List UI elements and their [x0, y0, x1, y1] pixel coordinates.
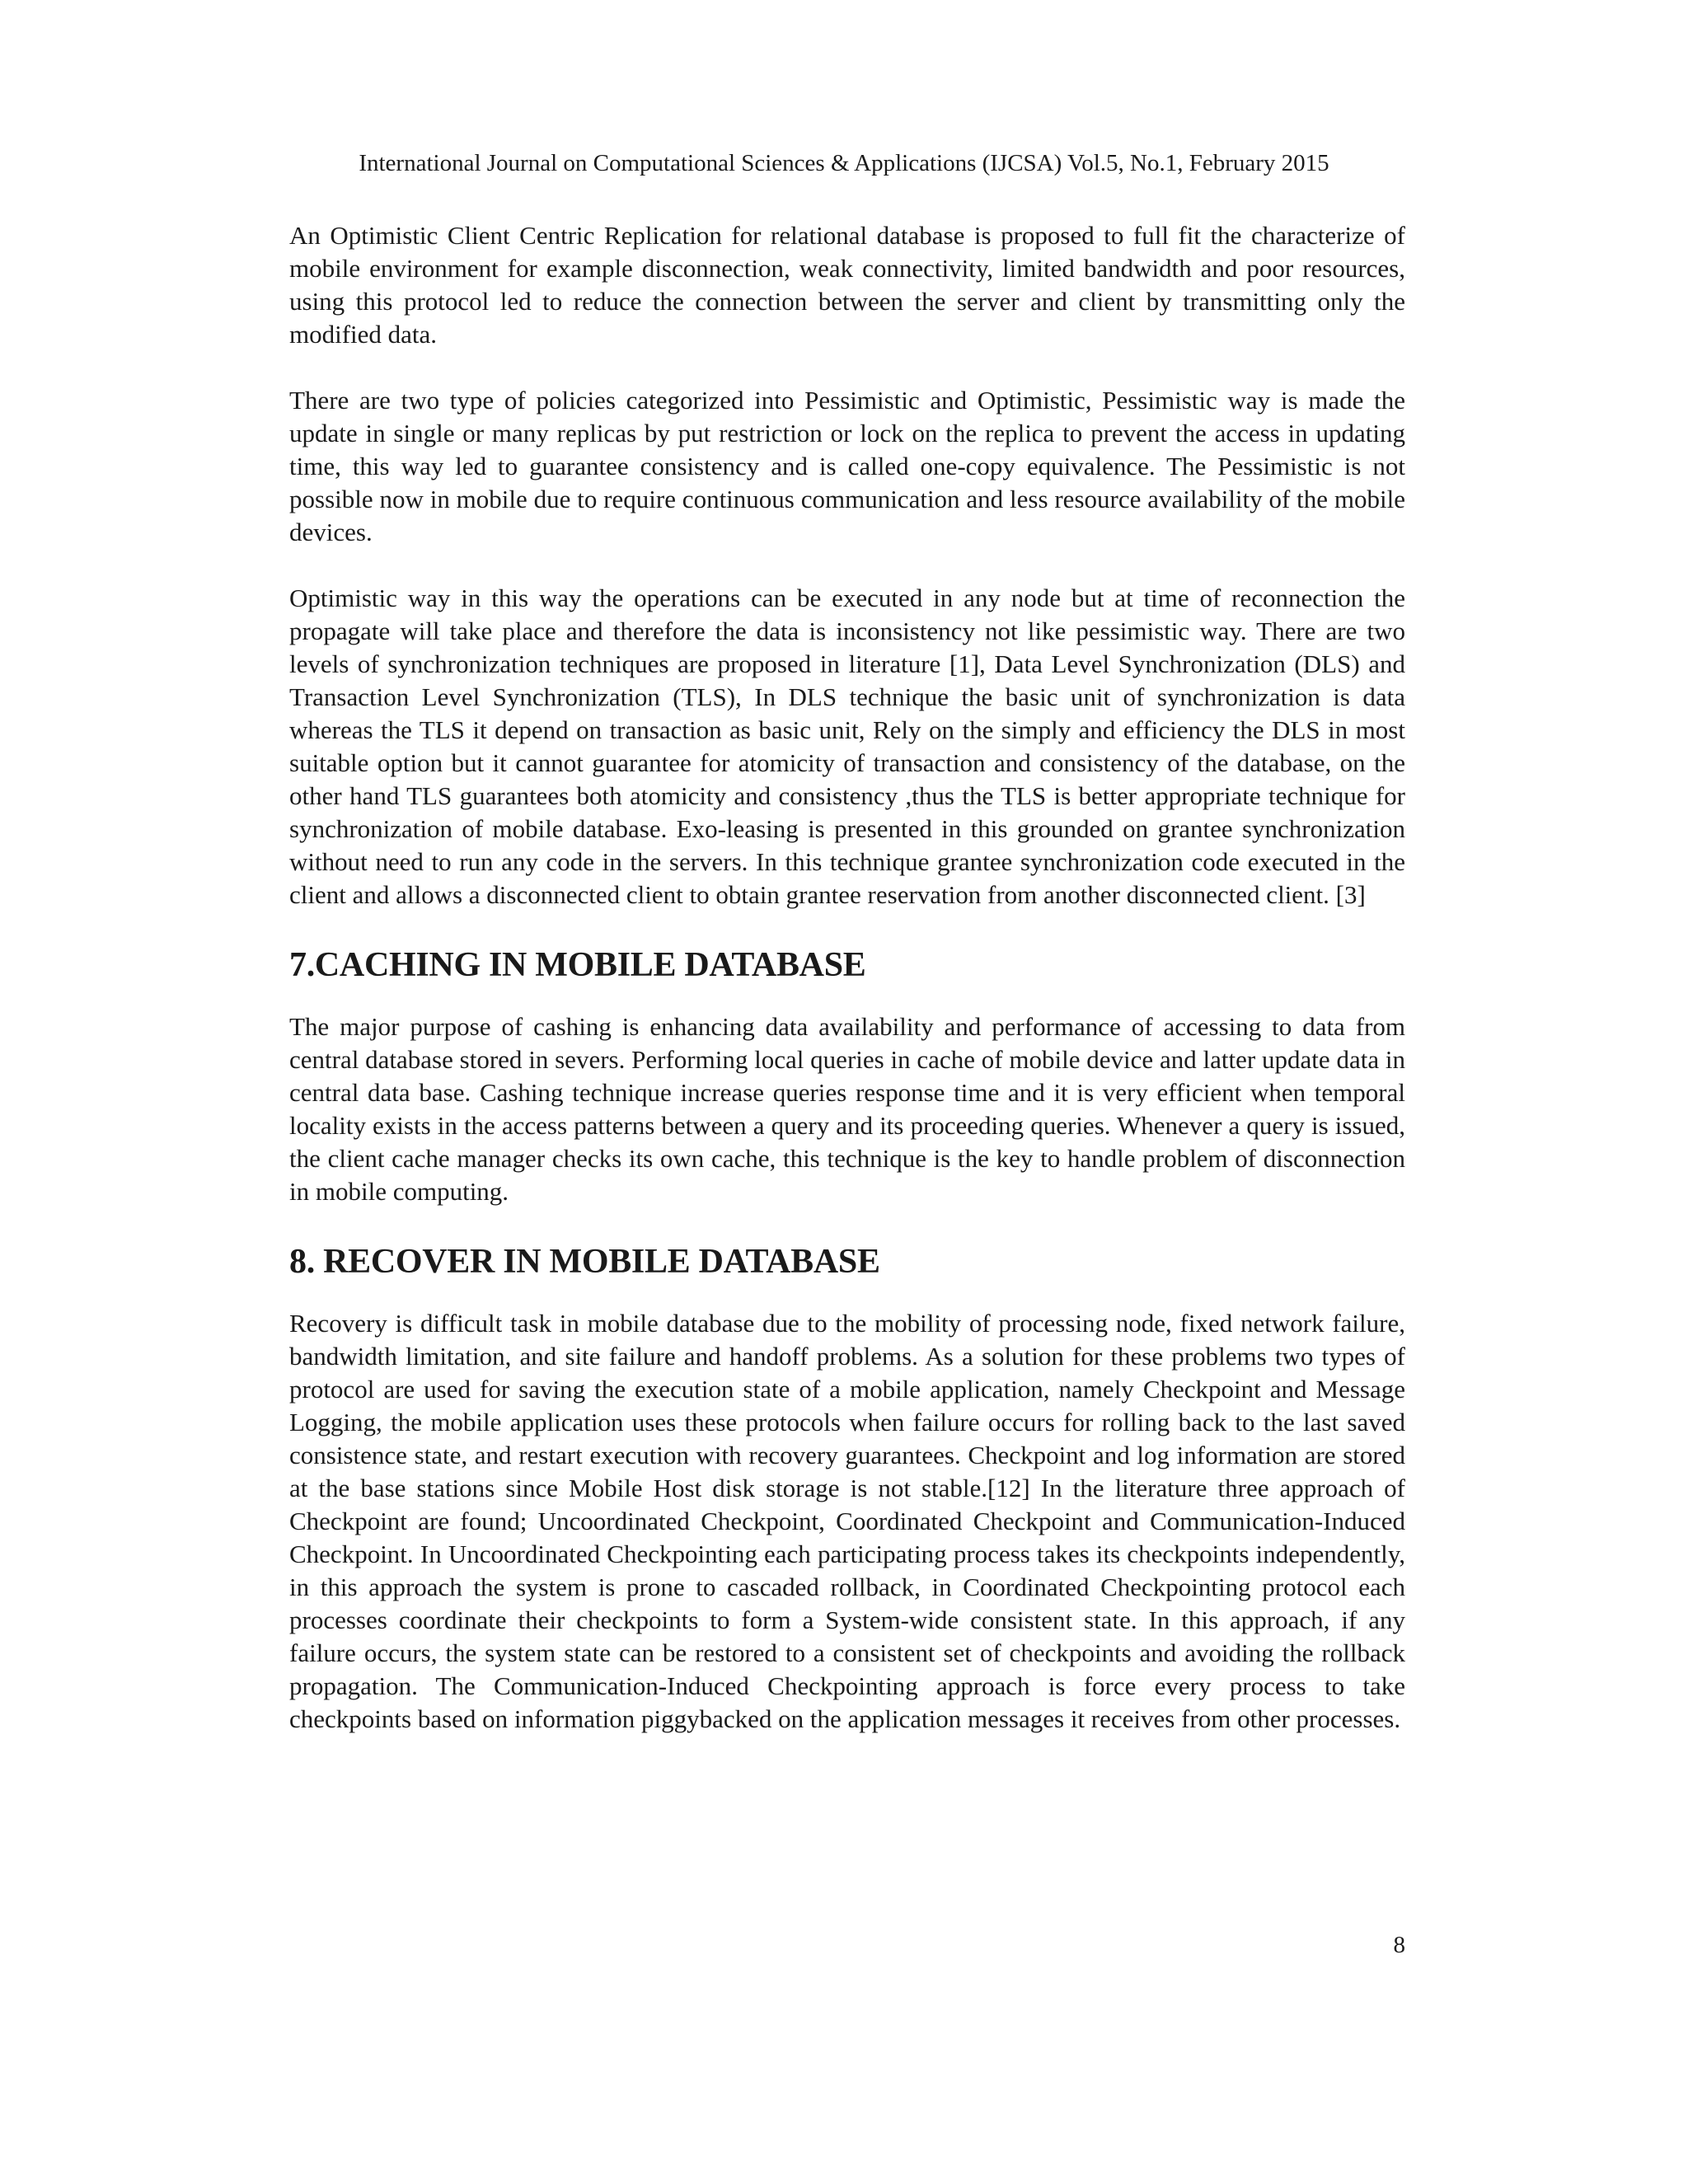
body-text [289, 219, 1405, 1769]
paragraph-optimistic-client-centric-replication: An Optimistic Client Centric Replication for relational database is proposed to full fit the characterize of mobile environment for example disconnection, weak connectivity, limited bandwidth and poor resources, using this protocol led to reduce the connection between the server and client by transmitting only the modified data. [289, 221, 1405, 349]
paragraph-optimistic-synchronization: Optimistic way in this way the operations can be executed in any node but at time of reconnection the propagate will take place and therefore the data is inconsistency not like pessimistic way. There are two levels of synchronization techniques are proposed in literature [1], Data Level Synchronization (DLS) and Transaction Level Synchronization (TLS), In DLS technique the basic unit of synchronization is data whereas the TLS it depend on transaction as basic unit, Rely on the simply and efficiency the DLS in most suitable option but it cannot guarantee for atomicity of transaction and consistency of the database, on the other hand TLS guarantees both atomicity and consistency ,thus the TLS is better appropriate technique for synchronization of mobile database. Exo-leasing is presented in this grounded on grantee synchronization without need to run any code in the servers. In this technique grantee synchronization code executed in the client and allows a disconnected client to obtain grantee reservation from another disconnected client. [3] [289, 583, 1405, 909]
running-header: International Journal on Computational Sciences & Applications (IJCSA) Vol.5, No.1, February 2015 [359, 150, 1329, 176]
page-number: 8 [1393, 1932, 1405, 1958]
section-heading-recover: 8. RECOVER IN MOBILE DATABASE [289, 1243, 880, 1281]
section-heading-caching: 7.CACHING IN MOBILE DATABASE [289, 946, 866, 984]
paragraph-caching: The major purpose of cashing is enhancing data availability and performance of accessing to data from central database stored in severs. Performing local queries in cache of mobile device and latter update data in central data base. Cashing technique increase queries response time and it is very efficient when temporal locality exists in the access patterns between a query and its proceeding queries. Whenever a query is issued, the client cache manager checks its own cache, this technique is the key to handle problem of disconnection in mobile computing. [289, 1012, 1405, 1206]
paragraph-pessimistic-optimistic-policies: There are two type of policies categorized into Pessimistic and Optimistic, Pessimistic way is made the update in single or many replicas by put restriction or lock on the replica to prevent the access in updating time, this way led to guarantee consistency and is called one-copy equivalence. The Pessimistic is not possible now in mobile due to require continuous communication and less resource availability of the mobile devices. [289, 386, 1405, 546]
paragraph-recovery: Recovery is difficult task in mobile database due to the mobility of processing node, fixed network failure, bandwidth limitation, and site failure and handoff problems. As a solution for these problems two types of protocol are used for saving the execution state of a mobile application, namely Checkpoint and Message Logging, the mobile application uses these protocols when failure occurs for rolling back to the last saved consistence state, and restart execution with recovery guarantees. Checkpoint and log information are stored at the base stations since Mobile Host disk storage is not stable.[12] In the literature three approach of Checkpoint are found; Uncoordinated Checkpoint, Coordinated Checkpoint and Communication-Induced Checkpoint. In Uncoordinated Checkpointing each participating process takes its checkpoints independently, in this approach the system is prone to cascaded rollback, in Coordinated Checkpointing protocol each processes coordinate their checkpoints to form a System-wide consistent state. In this approach, if any failure occurs, the system state can be restored to a consistent set of checkpoints and avoiding the rollback propagation. The Communication-Induced Checkpointing approach is force every process to take checkpoints based on information piggybacked on the application messages it receives from other processes. [289, 1309, 1405, 1733]
